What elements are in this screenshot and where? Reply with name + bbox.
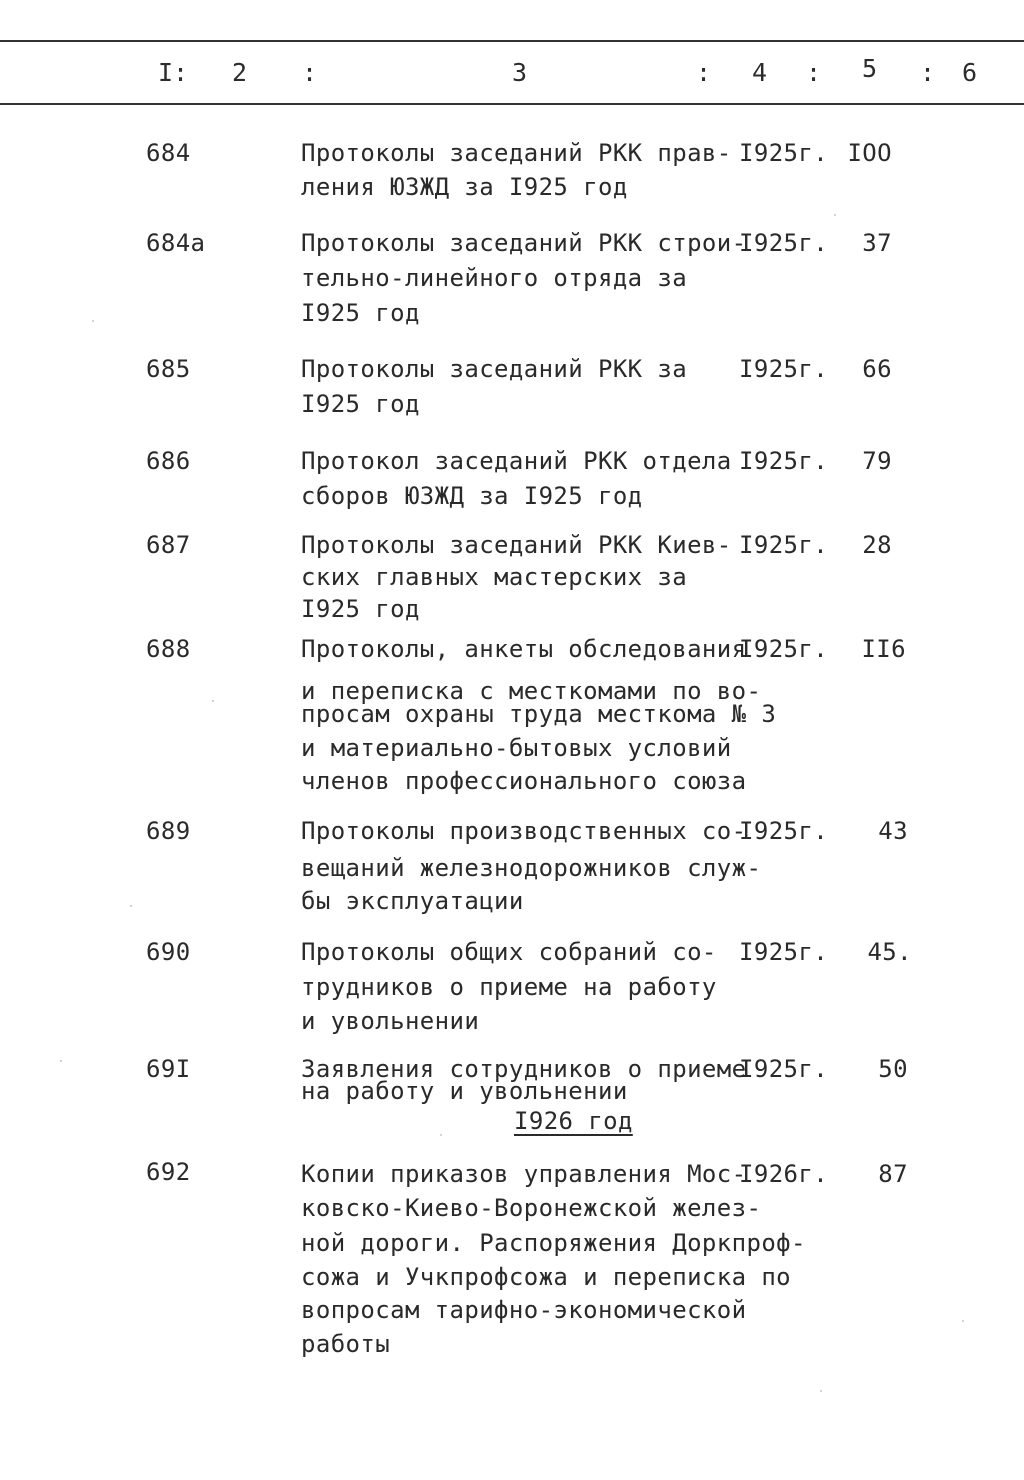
record-title-line: и материально-бытовых условий	[301, 734, 732, 762]
scan-speck	[60, 1060, 62, 1062]
record-year: I925г.	[739, 531, 829, 559]
record-title-line: Копии приказов управления Мос-	[301, 1160, 747, 1188]
header-col-6: 6	[962, 58, 978, 87]
header-separator-1: :	[302, 58, 318, 87]
record-title-line: ских главных мастерских за	[301, 563, 688, 591]
record-title-line: тельно-линейного отряда за	[301, 264, 688, 292]
scan-speck	[92, 320, 94, 322]
record-year: I925г.	[739, 938, 829, 966]
record-sheet-count: II6	[861, 635, 906, 663]
header-col-4: 4	[752, 58, 768, 87]
record-number: 692	[146, 1158, 191, 1186]
record-title-line: просам охраны труда месткома № 3	[301, 700, 777, 728]
record-sheet-count: 50	[878, 1055, 908, 1083]
scan-speck	[130, 905, 132, 907]
record-title-line: трудников о приеме на работу	[301, 973, 717, 1001]
record-title-line: Протоколы заседаний РКК за	[301, 355, 688, 383]
header-separator-2: :	[696, 58, 712, 87]
record-title-line: ковско-Киево-Воронежской желез-	[301, 1194, 762, 1222]
record-year: I925г.	[739, 635, 829, 663]
record-title-line: Протокол заседаний РКК отдела	[301, 447, 732, 475]
record-number: 69I	[146, 1055, 191, 1083]
record-sheet-count: 37	[862, 229, 892, 257]
header-bottom-rule	[0, 103, 1024, 105]
record-number: 684а	[146, 229, 206, 257]
record-year: I925г.	[739, 139, 829, 167]
record-number: 685	[146, 355, 191, 383]
record-title-line: сожа и Учкпрофсожа и переписка по	[301, 1263, 792, 1291]
record-number: 688	[146, 635, 191, 663]
record-number: 689	[146, 817, 191, 845]
header-col-3: 3	[512, 58, 528, 87]
record-title-line: и переписка с месткомами по во-	[301, 677, 762, 705]
record-title-line: Протоколы заседаний РКК прав-	[301, 139, 732, 167]
scan-speck	[820, 1390, 822, 1392]
record-number: 686	[146, 447, 191, 475]
record-title-line: Заявления сотрудников о приеме	[301, 1055, 747, 1083]
record-number: 687	[146, 531, 191, 559]
record-year: I925г.	[739, 1055, 829, 1083]
record-number: 690	[146, 938, 191, 966]
scan-speck	[834, 214, 836, 216]
record-title-line: I925 год	[301, 595, 420, 623]
scan-speck	[962, 1320, 964, 1322]
record-title-line: и увольнении	[301, 1007, 480, 1035]
record-sheet-count: 45.	[867, 938, 912, 966]
record-title-line: I925 год	[301, 299, 420, 327]
header-separator-3: :	[806, 58, 822, 87]
record-year: I925г.	[739, 229, 829, 257]
record-title-line: на работу и увольнении	[301, 1077, 628, 1105]
scan-speck	[212, 700, 214, 702]
record-title-line: ной дороги. Распоряжения Доркпроф-	[301, 1229, 806, 1257]
record-title-line: Протоколы общих собраний со-	[301, 938, 717, 966]
record-year: I925г.	[739, 447, 829, 475]
record-title-line: вещаний железнодорожников служ-	[301, 854, 762, 882]
section-title-1926: I926 год	[514, 1107, 633, 1135]
header-top-rule	[0, 40, 1024, 42]
record-title-line: Протоколы заседаний РКК Киев-	[301, 531, 732, 559]
record-sheet-count: IOO	[847, 139, 892, 167]
record-title-line: членов профессионального союза	[301, 767, 747, 795]
header-col-1: I:	[158, 58, 189, 87]
header-col-2: 2	[232, 58, 248, 87]
record-sheet-count: 87	[878, 1160, 908, 1188]
record-title-line: работы	[301, 1330, 391, 1358]
record-title-line: Протоколы заседаний РКК строи-	[301, 229, 747, 257]
header-col-5: 5	[862, 54, 878, 83]
record-title-line: Протоколы, анкеты обследования	[301, 635, 747, 663]
record-sheet-count: 79	[862, 447, 892, 475]
record-title-line: I925 год	[301, 390, 420, 418]
scan-speck	[440, 1134, 442, 1136]
record-title-line: Протоколы производственных со-	[301, 817, 747, 845]
record-sheet-count: 28	[862, 531, 892, 559]
record-title-line: вопросам тарифно-экономической	[301, 1296, 747, 1324]
record-sheet-count: 43	[878, 817, 908, 845]
record-year: I925г.	[739, 355, 829, 383]
record-number: 684	[146, 139, 191, 167]
header-separator-4: :	[920, 58, 936, 87]
record-title-line: ления ЮЗЖД за I925 год	[301, 173, 628, 201]
record-year: I926г.	[739, 1160, 829, 1188]
record-year: I925г.	[739, 817, 829, 845]
record-sheet-count: 66	[862, 355, 892, 383]
record-title-line: сборов ЮЗЖД за I925 год	[301, 482, 643, 510]
record-title-line: бы эксплуатации	[301, 887, 524, 915]
